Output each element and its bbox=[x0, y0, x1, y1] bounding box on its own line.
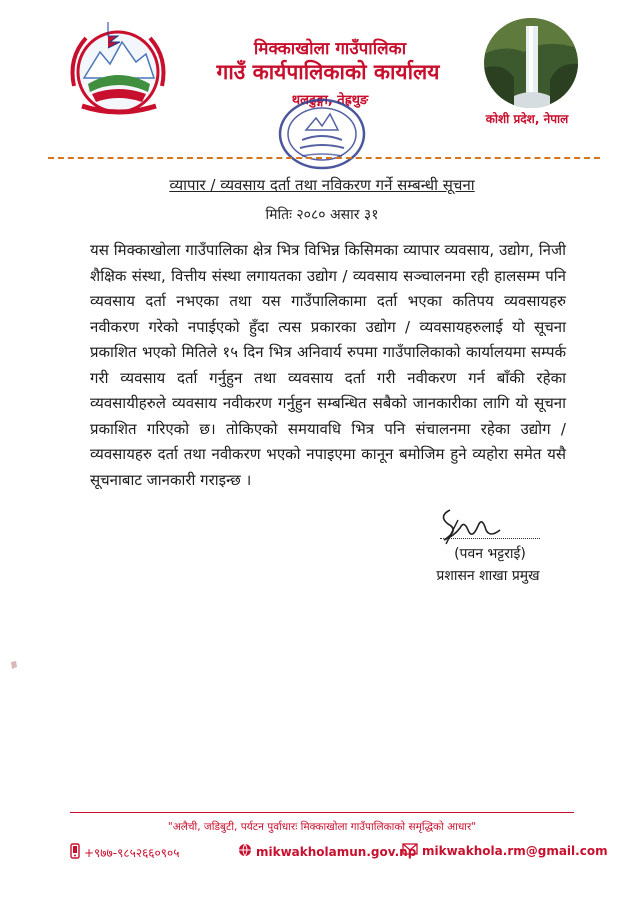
signer-name: (पवन भट्टराई) bbox=[454, 546, 526, 562]
footer-slogan: "अलैची, जडिबुटी, पर्यटन पुर्वाधारः मिक्काखोला गाउँपालिकाको समृद्धिको आधार" bbox=[167, 821, 477, 833]
envelope-icon bbox=[402, 843, 418, 858]
province-label: कोशी प्रदेश, नेपाल bbox=[485, 112, 569, 126]
office-location: थलढुङ्गा, तेह्रथुङ bbox=[291, 93, 369, 108]
footer-divider bbox=[70, 812, 574, 813]
website-url: mikwakholamun.gov.np bbox=[256, 844, 417, 859]
office-name: गाउँ कार्यपालिकाको कार्यालय bbox=[216, 60, 440, 84]
footer-email-link[interactable] bbox=[402, 843, 608, 858]
phone-icon bbox=[70, 843, 80, 862]
footer-phone[interactable] bbox=[70, 843, 180, 862]
municipality-name: मिक्काखोला गाउँपालिका bbox=[253, 39, 407, 59]
header-divider bbox=[48, 157, 600, 159]
signature-line bbox=[440, 538, 540, 539]
office-seal-stamp-icon bbox=[272, 96, 372, 172]
nepal-emblem-icon bbox=[62, 18, 180, 118]
scan-speck bbox=[10, 655, 18, 665]
notice-body: यस मिक्काखोला गाउँपालिका क्षेत्र भित्र विभिन्न किसिमका व्यापार व्यवसाय, उद्योग, निजी शैक्षिक संस्था, वित्तीय संस्था लगायतका उद्योग / व्यवसाय सञ्चालनमा रही हालसम्म पनि व्यवसाय दर्ता नभएका तथा यस गाउँपालिकामा दर्ता भएका कतिपय व्यवसायहरु नवीकरण गरेको नपाईएको हुँदा त्यस प्रकारका उद्योग / व्यवसायहरुलाई यो सूचना प्रकाशित भएको मितिले १५ दिन भित्र अनिवार्य रुपमा गाउँपालिकाको कार्यालयमा सम्पर्क गरी व्यवसाय दर्ता गर्नुहुन तथा व्यवसाय दर्ता गरी नवीकरण गर्न बाँकी रहेका व्यवसायीहरुले व्यवसाय नवीकरण गर्नुहुन सम्बन्धित सबैको जानकारीका लागि यो सूचना प्रकाशित गरिएको छ। तोकिएको समयावधि भित्र पनि संचालनमा रहेका उद्योग / व्यवसायहरु दर्ता तथा नवीकरण भएको नपाइएमा कानून बमोजिम हुने व्यहोरा समेत यसै सूचनाबाट जानकारी गराइन्छ । bbox=[90, 241, 566, 489]
waterfall-photo-icon bbox=[484, 18, 578, 108]
footer-website-link[interactable] bbox=[238, 843, 416, 860]
handwritten-signature-icon bbox=[430, 500, 510, 550]
globe-icon bbox=[238, 843, 252, 860]
notice-title: व्यापार / व्यवसाय दर्ता तथा नविकरण गर्ने सम्बन्धी सूचना bbox=[169, 176, 475, 194]
notice-date: मितिः २०८० असार ३१ bbox=[265, 207, 379, 223]
footer-contact bbox=[70, 843, 608, 861]
email-address: mikwakhola.rm@gmail.com bbox=[422, 843, 608, 858]
signer-title: प्रशासन शाखा प्रमुख bbox=[436, 568, 540, 584]
phone-number: +९७७-९८५२६६०९०५ bbox=[84, 846, 180, 860]
